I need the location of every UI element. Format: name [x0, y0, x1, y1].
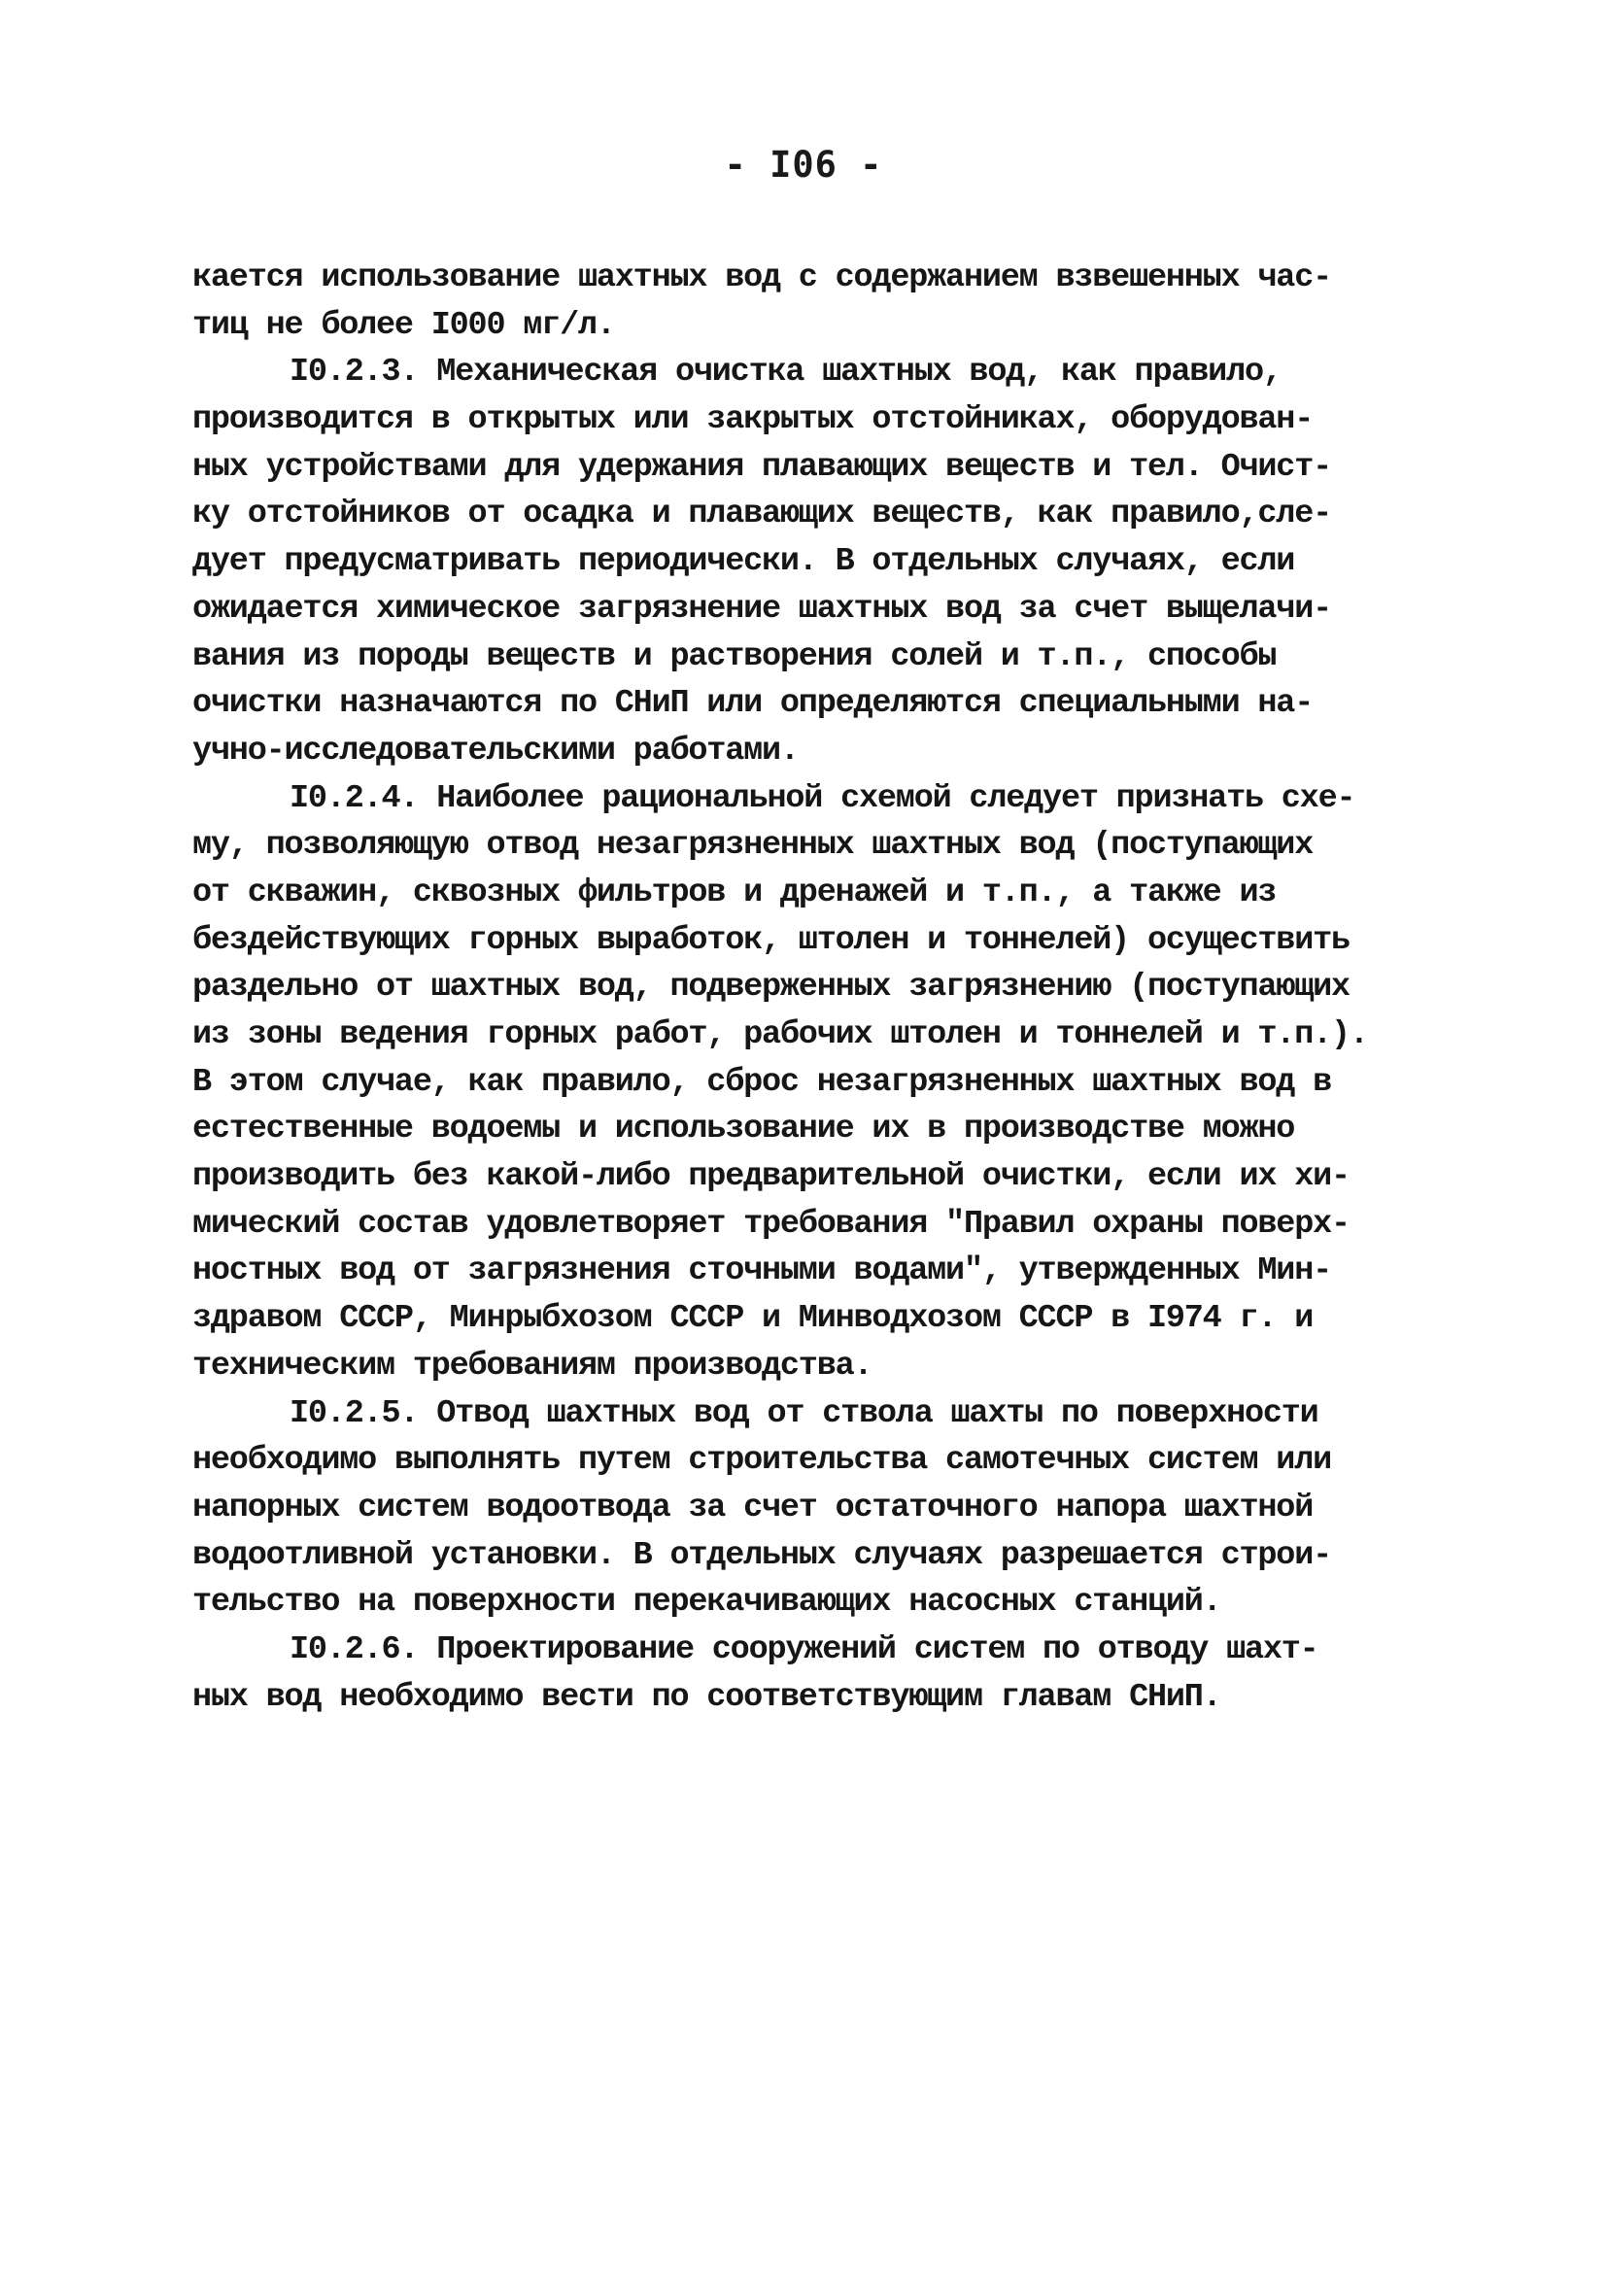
- text-line: ожидается химическое загрязнение шахтных вод за счет выщелачи-: [192, 590, 1332, 628]
- text-line: техническим требованиям производства.: [192, 1347, 872, 1385]
- text-line: водоотливной установки. В отдельных случаях разрешается строи-: [192, 1536, 1332, 1574]
- text-line: напорных систем водоотвода за счет остаточного напора шахтной: [192, 1489, 1314, 1526]
- text-line: вания из породы веществ и растворения солей и т.п., способы: [192, 637, 1277, 675]
- text-line: тельство на поверхности перекачивающих насосных станций.: [192, 1584, 1221, 1622]
- text-line: производится в открытых или закрытых отстойниках, оборудован-: [192, 401, 1314, 439]
- text-line: раздельно от шахтных вод, подверженных загрязнению (поступающих: [192, 969, 1350, 1007]
- text-line: из зоны ведения горных работ, рабочих штолен и тоннелей и т.п.).: [192, 1016, 1368, 1053]
- text-line: тиц не более I000 мг/л.: [192, 306, 615, 344]
- text-line: ку отстойников от осадка и плавающих веществ, как правило,сле-: [192, 496, 1332, 533]
- text-line: му, позволяющую отвод незагрязненных шахтных вод (поступающих: [192, 827, 1314, 865]
- paragraph-continuation: [192, 255, 1452, 349]
- text-line: I0.2.6. Проектирование сооружений систем по отводу шахт-: [290, 1630, 1318, 1668]
- paragraph-10-2-5: [192, 1390, 1452, 1627]
- text-line: дует предусматривать периодически. В отдельных случаях, если: [192, 543, 1295, 581]
- text-line: мический состав удовлетворяет требования "Правил охраны поверх-: [192, 1205, 1350, 1243]
- body-text: [192, 255, 1452, 1721]
- paragraph-10-2-6: [192, 1627, 1452, 1721]
- text-line: ных вод необходимо вести по соответствующим главам СНиП.: [192, 1678, 1221, 1716]
- text-line: I0.2.4. Наиболее рациональной схемой следует признать схе-: [290, 779, 1355, 817]
- paragraph-10-2-3: [192, 349, 1452, 774]
- text-line: ностных вод от загрязнения сточными водами", утвержденных Мин-: [192, 1252, 1332, 1290]
- text-line: кается использование шахтных вод с содержанием взвешенных час-: [192, 259, 1332, 296]
- text-line: бездействующих горных выработок, штолен и тоннелей) осуществить: [192, 921, 1350, 959]
- text-line: производить без какой-либо предварительной очистки, если их хи-: [192, 1158, 1350, 1196]
- text-line: необходимо выполнять путем строительства самотечных систем или: [192, 1442, 1332, 1480]
- text-line: здравом СССР, Минрыбхозом СССР и Минводхозом СССР в I974 г. и: [192, 1300, 1314, 1338]
- text-line: естественные водоемы и использование их в производстве можно: [192, 1111, 1295, 1148]
- text-line: очистки назначаются по СНиП или определяются специальными на-: [192, 685, 1314, 723]
- text-line: I0.2.5. Отвод шахтных вод от ствола шахты по поверхности: [290, 1394, 1318, 1432]
- text-line: I0.2.3. Механическая очистка шахтных вод, как правило,: [290, 354, 1282, 392]
- page-number: - I06 -: [724, 144, 883, 186]
- text-line: учно-исследовательскими работами.: [192, 732, 799, 770]
- text-line: В этом случае, как правило, сброс незагрязненных шахтных вод в: [192, 1063, 1332, 1101]
- paragraph-10-2-4: [192, 775, 1452, 1390]
- text-line: ных устройствами для удержания плавающих веществ и тел. Очист-: [192, 448, 1332, 486]
- text-line: от скважин, сквозных фильтров и дренажей и т.п., а также из: [192, 874, 1277, 911]
